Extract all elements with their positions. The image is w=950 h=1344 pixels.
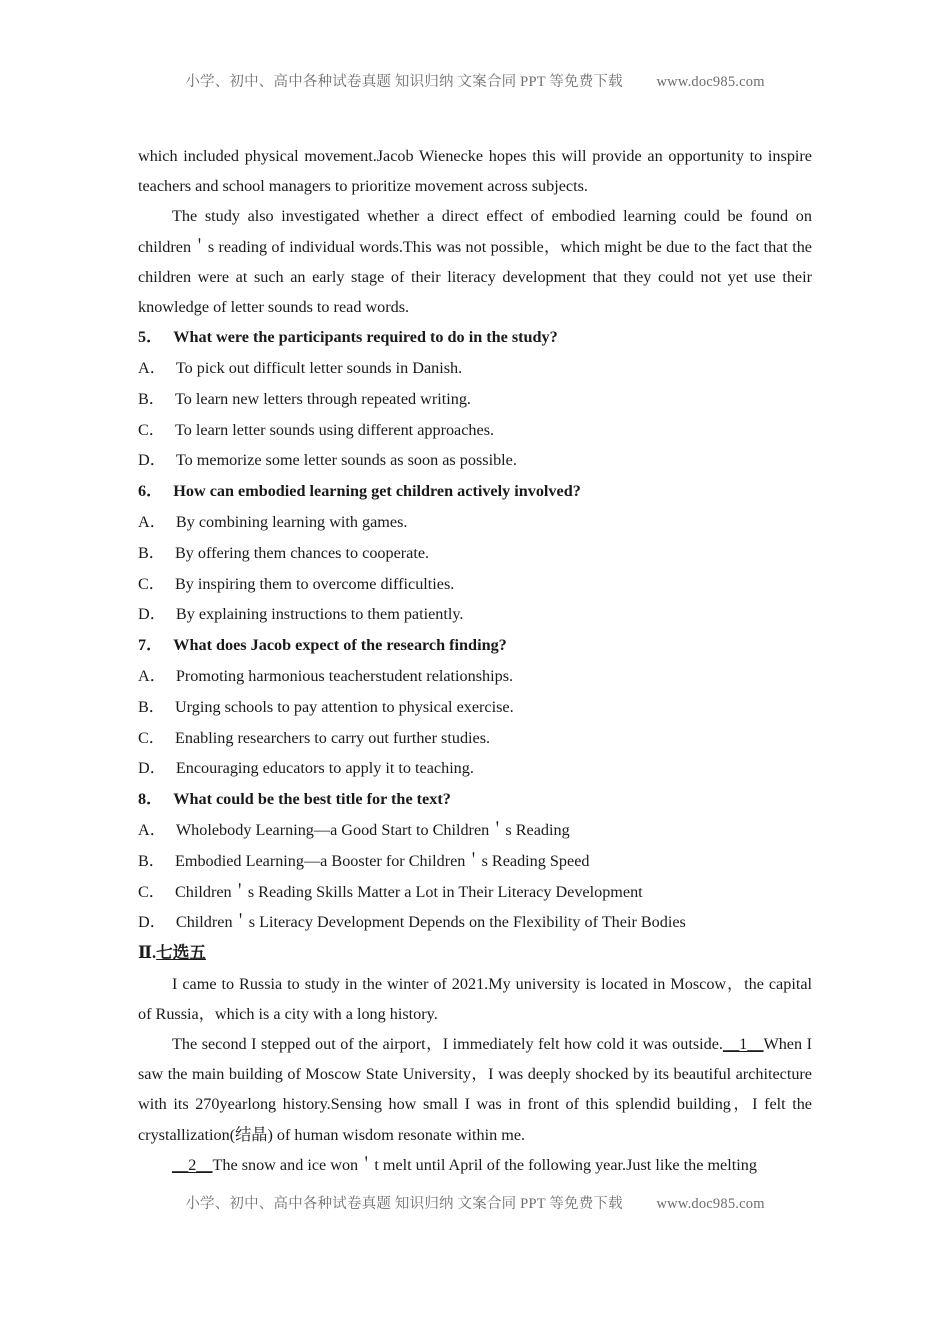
option-label: D． <box>138 605 166 624</box>
question-5-text: What were the participants required to do in the study? <box>173 328 558 347</box>
question-7-option-d[interactable] <box>138 753 812 784</box>
question-8-option-b[interactable] <box>138 846 812 877</box>
page-header <box>0 70 950 91</box>
footer-promo-text: 小学、初中、高中各种试卷真题 知识归纳 文案合同 PPT 等免费下载 <box>185 1196 623 1212</box>
cloze-blank-2[interactable]: __2__ <box>172 1155 213 1174</box>
section-roman-numeral: Ⅱ <box>138 943 152 963</box>
question-5-option-b[interactable] <box>138 384 812 415</box>
question-6-text: How can embodied learning get children actively involved? <box>173 482 581 501</box>
option-text: Wholebody Learning—a Good Start to Children＇s Reading <box>175 820 570 839</box>
question-7-number: 7． <box>138 636 163 655</box>
option-text: Encouraging educators to apply it to teaching. <box>175 759 474 778</box>
option-label: D． <box>138 759 166 778</box>
option-text: By offering them chances to cooperate. <box>174 543 430 562</box>
option-text: To learn letter sounds using different approaches. <box>174 420 495 439</box>
footer-website-url: www.doc985.com <box>656 1196 765 1212</box>
question-7-stem <box>138 630 812 661</box>
option-label: C． <box>138 420 165 439</box>
cloze-text-after-blank-2: The snow and ice won＇t melt until April of the following year.Just like the melting <box>212 1155 757 1174</box>
option-text: Children＇s Reading Skills Matter a Lot in Their Literacy Development <box>174 882 643 901</box>
question-5-option-a[interactable] <box>138 353 812 384</box>
section-heading-part-2 <box>138 938 812 969</box>
option-text: By inspiring them to overcome difficulties. <box>174 574 455 593</box>
header-website-url: www.doc985.com <box>656 74 765 90</box>
question-6-number: 6． <box>138 482 163 501</box>
question-8-stem <box>138 784 812 815</box>
page-footer <box>0 1192 950 1213</box>
question-6-option-a[interactable] <box>138 507 812 538</box>
option-label: D． <box>138 451 166 470</box>
option-text: By combining learning with games. <box>175 513 408 531</box>
option-text: Children＇s Literacy Development Depends on the Flexibility of Their Bodies <box>175 913 686 932</box>
question-7-option-a[interactable] <box>138 661 812 692</box>
option-text: Promoting harmonious teacherstudent relationships. <box>175 666 514 685</box>
option-label: D． <box>138 913 166 932</box>
option-label: B． <box>138 697 165 716</box>
question-5-stem <box>138 322 812 353</box>
option-label: B． <box>138 389 165 408</box>
question-8-option-c[interactable] <box>138 877 812 908</box>
passage-paragraph-2: The study also investigated whether a direct effect of embodied learning could be found on children＇s reading of individual words.This was not possible，which might be due to the fact that the children were at such an early stage of their literacy development that they could not yet use their knowledge of letter sounds to read words. <box>138 207 812 317</box>
question-8-option-d[interactable] <box>138 907 812 938</box>
question-6-option-c[interactable] <box>138 569 812 600</box>
cloze-paragraph-2 <box>138 1029 812 1150</box>
cloze-paragraph-1: I came to Russia to study in the winter of 2021.My university is located in Moscow，the capital of Russia，which is a city with a long history. <box>138 974 812 1023</box>
question-6-option-b[interactable] <box>138 538 812 569</box>
option-text: Enabling researchers to carry out further studies. <box>174 728 491 747</box>
section-dot: . <box>152 943 157 963</box>
option-label: B． <box>138 851 165 870</box>
question-8-text: What could be the best title for the text? <box>173 790 451 809</box>
question-7-text: What does Jacob expect of the research finding? <box>173 636 507 655</box>
header-promo-text: 小学、初中、高中各种试卷真题 知识归纳 文案合同 PPT 等免费下载 <box>185 74 623 90</box>
option-label: A． <box>138 513 166 531</box>
question-6-stem <box>138 476 812 507</box>
question-5-option-d[interactable] <box>138 445 812 476</box>
option-text: To memorize some letter sounds as soon as possible. <box>175 451 517 470</box>
question-8-number: 8． <box>138 790 163 809</box>
option-label: A． <box>138 359 166 378</box>
question-7-option-b[interactable] <box>138 692 812 723</box>
option-label: C． <box>138 882 165 901</box>
cloze-paragraph-3 <box>138 1150 812 1180</box>
option-label: C． <box>138 728 165 747</box>
section-title-cn: 七选五 <box>156 943 206 963</box>
cloze-text-before-blank-1: The second I stepped out of the airport，I immediately felt how cold it was outside. <box>172 1035 723 1054</box>
question-5-option-c[interactable] <box>138 415 812 446</box>
question-6-option-d[interactable] <box>138 599 812 630</box>
text-column <box>138 141 812 1180</box>
option-label: B． <box>138 543 165 562</box>
question-5-number: 5． <box>138 328 163 347</box>
option-label: C． <box>138 574 165 593</box>
question-7-option-c[interactable] <box>138 723 812 754</box>
cloze-blank-1[interactable]: __1__ <box>722 1035 764 1054</box>
option-text: To learn new letters through repeated writing. <box>174 389 471 408</box>
question-8-option-a[interactable] <box>138 815 812 846</box>
option-text: To pick out difficult letter sounds in Danish. <box>175 359 463 378</box>
option-label: A． <box>138 820 166 839</box>
option-text: Embodied Learning—a Booster for Children＇s Reading Speed <box>174 851 590 870</box>
cloze-text-after-blank-1: When I saw the main building of Moscow State University，I was deeply shocked by its beautiful architecture with its 270yearlong history.Sensing how small I was in front of this splendid building，I felt the crystallization(结晶) of human wisdom resonate within me. <box>138 1035 812 1144</box>
passage-paragraph-1: which included physical movement.Jacob Wienecke hopes this will provide an opportunity to inspire teachers and school managers to prioritize movement across subjects. <box>138 147 812 196</box>
option-text: Urging schools to pay attention to physical exercise. <box>174 697 514 716</box>
option-label: A． <box>138 666 166 685</box>
option-text: By explaining instructions to them patiently. <box>175 605 464 624</box>
